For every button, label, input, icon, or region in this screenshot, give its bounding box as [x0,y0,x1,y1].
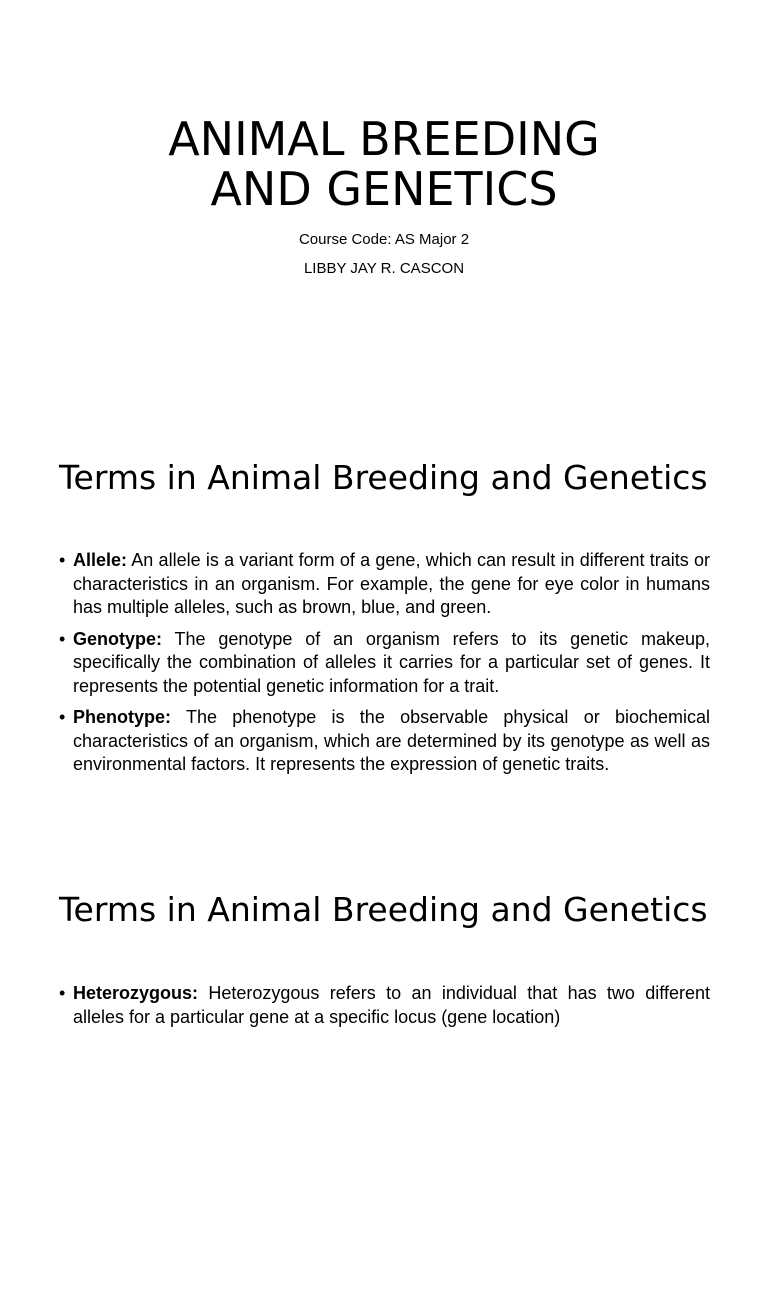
term-label: Genotype: [73,628,163,649]
main-title-line-2: AND GENETICS [210,162,558,216]
bullet-icon: • [59,628,66,649]
term-label: Allele: [73,550,128,570]
main-title-line-1: ANIMAL BREEDING [168,112,600,166]
term-label: Heterozygous: [73,983,199,1003]
list-item-phenotype [59,706,710,777]
term-definition: Heterozygous refers to an individual that has two different alleles for a particular gene at a specific locus (gene location) [73,983,710,1027]
course-code: Course Code: AS Major 2 [298,231,470,248]
terms-slide-1 [0,432,768,864]
term-label: Phenotype: [73,707,172,727]
slide-title: Terms in Animal Breeding and Genetics [59,458,708,497]
list-item-heterozygous [59,982,710,1029]
bullet-icon: • [59,983,66,1003]
author-name: LIBBY JAY R. CASCON [303,260,465,277]
terms-list [59,549,710,785]
term-definition: The phenotype is the observable physical or biochemical characteristics of an organism, which are determined by its genotype as well as environmental factors. It represents the expression of genetic traits. [73,707,710,774]
title-slide [0,0,768,432]
list-item-genotype [59,628,710,699]
bullet-icon: • [59,550,66,570]
bullet-icon: • [59,707,66,727]
term-definition: An allele is a variant form of a gene, which can result in different traits or characteristics in an organism. For example, the gene for eye color in humans has multiple alleles, such as brown, blue, and green. [73,550,710,617]
slide-title: Terms in Animal Breeding and Genetics [59,890,708,929]
term-definition: The genotype of an organism refers to its genetic makeup, specifically the combination of alleles it carries for a particular set of genes. It represents the potential genetic information for a trait. [73,628,710,696]
main-title [0,114,768,214]
terms-list [59,982,710,1037]
terms-slide-2 [0,864,768,1296]
list-item-allele [59,549,710,620]
